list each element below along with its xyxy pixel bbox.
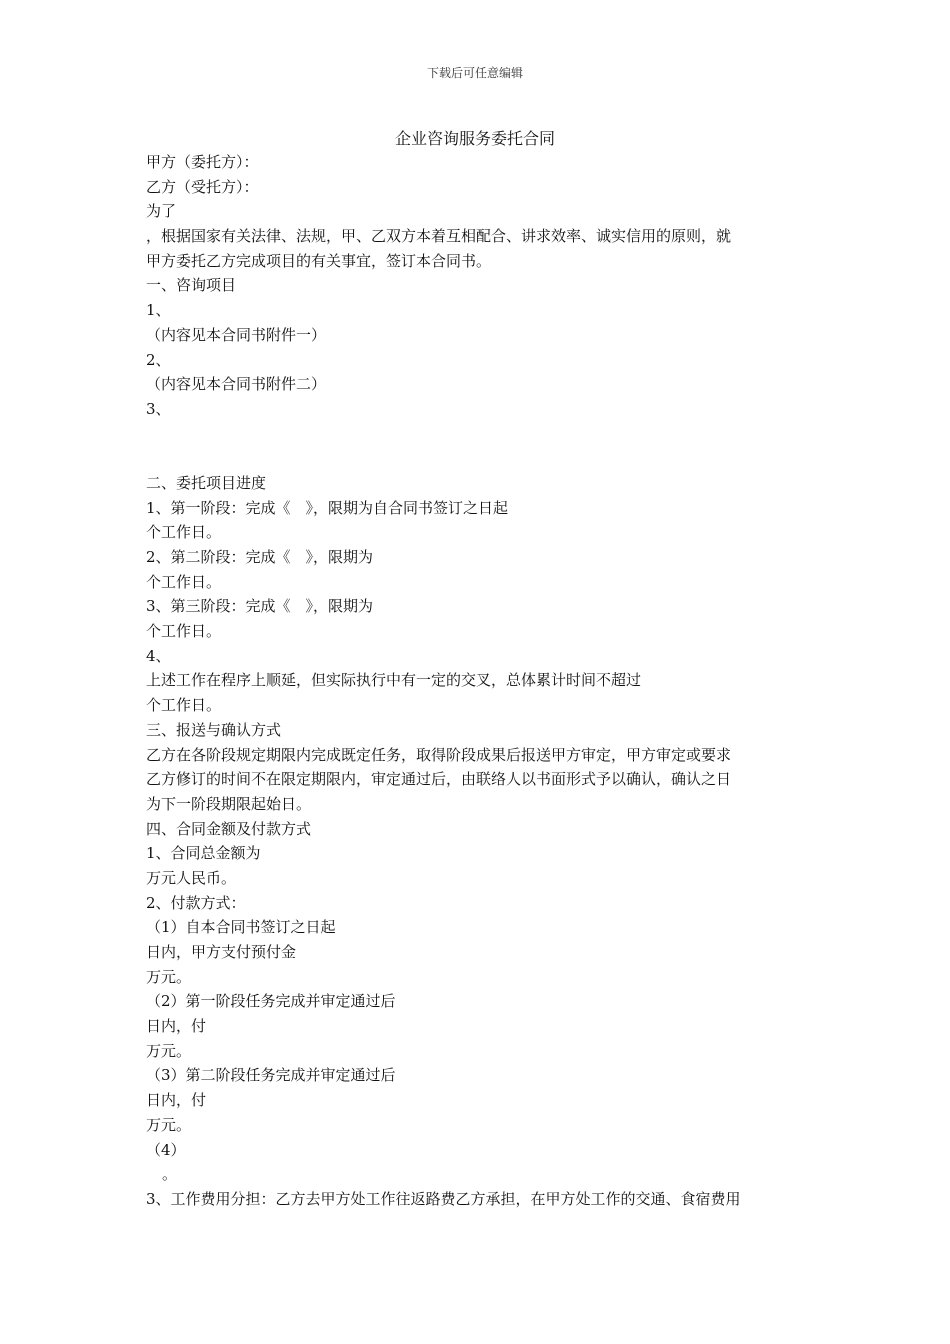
- paragraph-line: 乙方（受托方）：: [146, 177, 259, 196]
- paragraph-line: 乙方在各阶段规定期限内完成既定任务，取得阶段成果后报送甲方审定，甲方审定或要求: [146, 745, 732, 764]
- paragraph-line: 为了: [146, 202, 177, 221]
- paragraph-line: 为下一阶段期限起始日。: [146, 794, 312, 813]
- section-main: [146, 471, 816, 1212]
- paragraph-line: ，根据国家有关法律、法规，甲、乙双方本着互相配合、讲求效率、诚实信用的原则，就: [146, 227, 732, 246]
- paragraph-line: 万元。: [146, 1115, 192, 1134]
- paragraph-line: 甲方委托乙方完成项目的有关事宜，签订本合同书。: [146, 251, 492, 270]
- paragraph-line: （2）第一阶段任务完成并审定通过后: [146, 992, 396, 1011]
- section-heading: 三、报送与确认方式: [146, 720, 282, 739]
- paragraph-line: （4）: [146, 1140, 186, 1159]
- paragraph-line: （3）第二阶段任务完成并审定通过后: [146, 1066, 396, 1085]
- paragraph-line: 1、: [146, 301, 171, 320]
- paragraph-line: 个工作日。: [146, 523, 222, 542]
- paragraph-line: （内容见本合同书附件二）: [146, 375, 327, 394]
- paragraph-line: 。: [162, 1165, 178, 1184]
- paragraph-line: 个工作日。: [146, 622, 222, 641]
- paragraph-line: 万元人民币。: [146, 868, 237, 887]
- paragraph-line: 3、工作费用分担：乙方去甲方处工作往返路费乙方承担，在甲方处工作的交通、食宿费用: [146, 1189, 741, 1208]
- paragraph-line: 万元。: [146, 1041, 192, 1060]
- paragraph-line: 2、: [146, 350, 171, 369]
- paragraph-line: 日内，付: [146, 1091, 207, 1110]
- paragraph-line: 个工作日。: [146, 572, 222, 591]
- paragraph-line: 1、合同总金额为: [146, 844, 261, 863]
- paragraph-line: 个工作日。: [146, 696, 222, 715]
- paragraph-line: 万元。: [146, 967, 192, 986]
- section-heading: 四、合同金额及付款方式: [146, 819, 312, 838]
- paragraph-line: 1、第一阶段：完成《 》，限期为自合同书签订之日起: [146, 498, 509, 517]
- section-heading: 二、委托项目进度: [146, 473, 267, 492]
- section-intro: [146, 150, 816, 422]
- paragraph-line: 4、: [146, 646, 171, 665]
- paragraph-line: 日内，付: [146, 1017, 207, 1036]
- paragraph-line: 2、付款方式：: [146, 893, 246, 912]
- paragraph-line: 3、: [146, 399, 171, 418]
- paragraph-line: 乙方修订的时间不在限定期限内，审定通过后，由联络人以书面形式予以确认，确认之日: [146, 770, 732, 789]
- page-header: 下载后可任意编辑: [426, 66, 523, 80]
- paragraph-line: 上述工作在程序上顺延，但实际执行中有一定的交叉，总体累计时间不超过: [146, 671, 642, 690]
- paragraph-line: 日内，甲方支付预付金: [146, 943, 297, 962]
- document-title: 企业咨询服务委托合同: [394, 129, 555, 148]
- paragraph-line: 2、第二阶段：完成《 》，限期为: [146, 548, 374, 567]
- paragraph-line: （1）自本合同书签订之日起: [146, 918, 336, 937]
- paragraph-line: （内容见本合同书附件一）: [146, 325, 327, 344]
- contract-body: [146, 150, 816, 1212]
- paragraph-line: 甲方（委托方）：: [146, 153, 259, 171]
- section-heading: 一、咨询项目: [146, 276, 237, 295]
- blank-spacing: [146, 422, 816, 471]
- paragraph-line: 3、第三阶段：完成《 》，限期为: [146, 597, 374, 616]
